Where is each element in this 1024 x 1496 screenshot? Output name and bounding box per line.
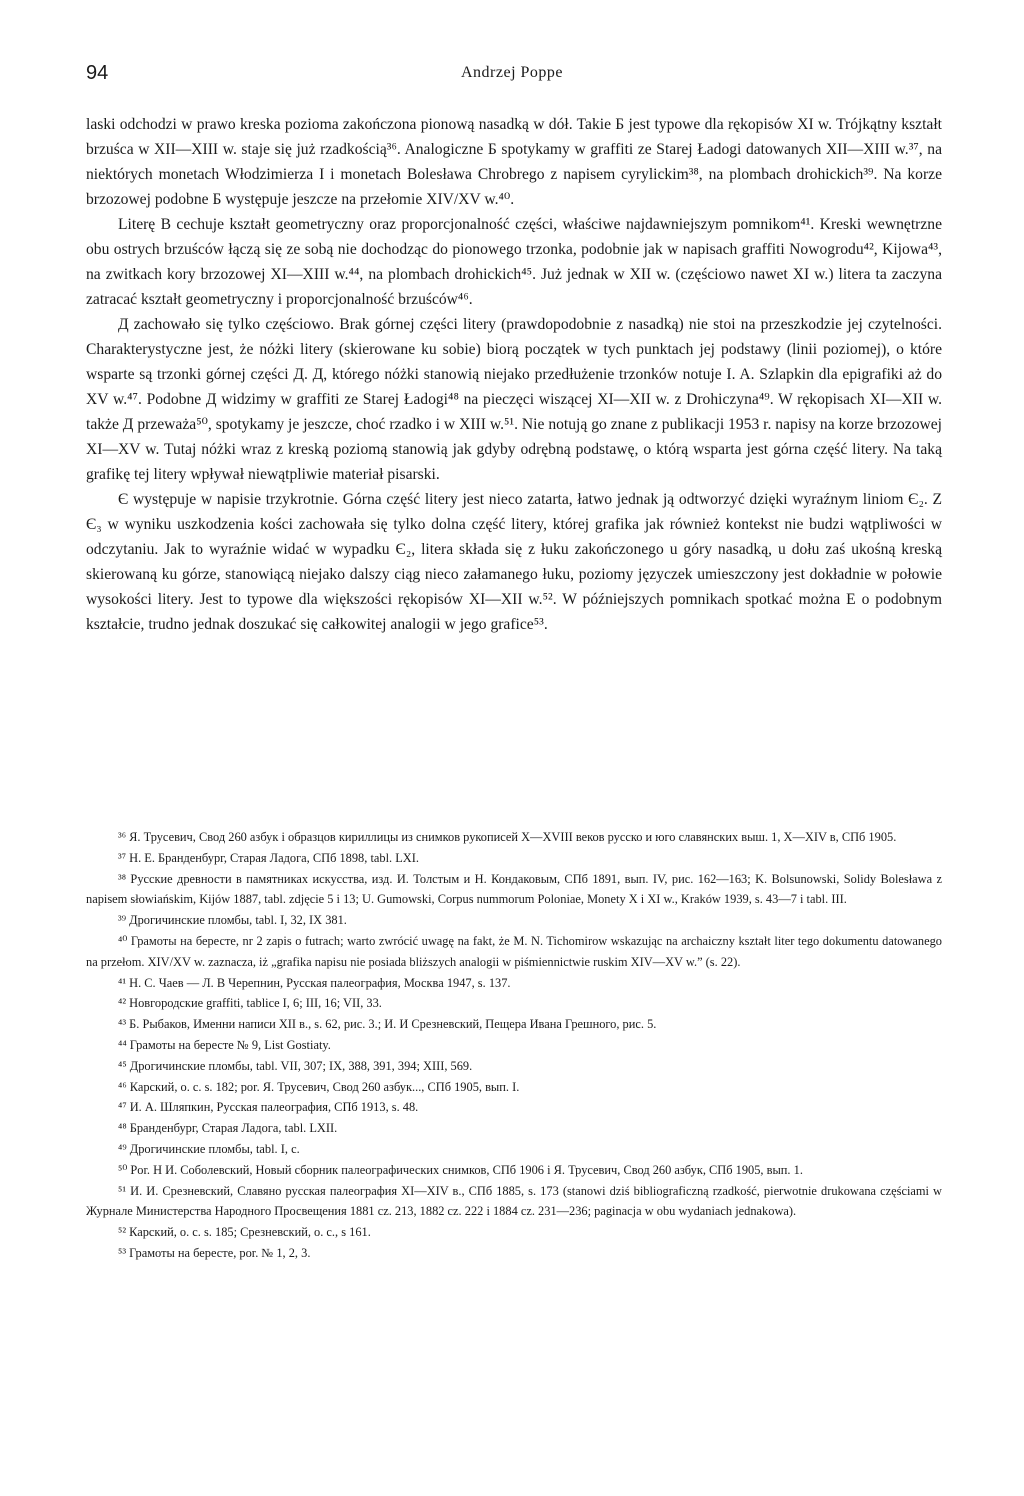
footnote: ³⁶ Я. Трусевич, Свод 260 азбук і образцов кириллицы из снимков рукописей X—XVIII веков русско и юго славянских выш. 1, X—XIV в, СПб 1905.: [118, 830, 897, 844]
footnote: ⁵² Карский, о. с. s. 185; Срезневский, о. с., s 161.: [118, 1225, 371, 1240]
paragraph: Д zachowało się tylko częściowo. Brak górnej części litery (prawdopodobnie z nasadką) nie stoi na przeszkodzie jej czytelności. Charakterystyczne jest, że nóżki litery (skierowane ku sobie) biorą początek w tych punktach jej podstawy (linii poziomej), o które wsparte są trzonki górnej części Д. Д, którego nóżki stanowią niejako przedłużenie trzonków notuje I. A. Szlapkin dla epigrafiki aż do XV w.⁴⁷. Podobne Д widzimy w graffiti ze Starej Ładogi⁴⁸ na pieczęci wiszącej XI—XII w. z Drohiczyna⁴⁹. W rękopisach XI—XII w. także Д przeważa⁵⁰, spotykamy je jeszcze, choć rzadko i w XIII w.⁵¹. Nie notują go znane z publikacji 1953 r. napisy na korze brzozowej XI—XV w. Tutaj nóżki wraz z kreską poziomą stanowią jak gdyby odrębną podstawę, o którą wsparta jest górna część litery. Na taką grafikę tej litery wpływał niewątpliwie materiał pisarski.: [86, 316, 942, 483]
footnote: ⁴⁵ Дрогичинские пломбы, tabl. VII, 307; IX, 388, 391, 394; XIII, 569.: [118, 1058, 473, 1073]
footnote: ⁵³ Грамоты на бересте, por. № 1, 2, 3.: [118, 1245, 311, 1260]
footnote: ⁴⁹ Дрогичинские пломбы, tabl. I, c.: [118, 1141, 300, 1156]
footnote: ⁴⁴ Грамоты на бересте № 9, List Gostiaty.: [118, 1037, 331, 1052]
footnote: ⁴⁷ И. А. Шляпкин, Русская палеография, СПб 1913, s. 48.: [118, 1100, 419, 1115]
footnote: ⁵⁰ Por. Н И. Соболевский, Новый сборник палеографических снимков, СПб 1906 i Я. Трусевич, Свод 260 азбук, СПб 1905, вып. 1.: [118, 1162, 803, 1177]
footnote: ⁴⁸ Бранденбург, Старая Ладога, tabl. LXII.: [118, 1121, 338, 1136]
paragraph: Є występuje w napisie trzykrotnie. Górna część litery jest nieco zatarta, łatwo jednak ją odtworzyć dzięki wyraźnym liniom Є₂. Z Є₃ w wyniku uszkodzenia kości zachowała się tylko dolna część litery, której grafika jak również kontekst nie budzi wątpliwości w odczytaniu. Jak to wyraźnie widać w wypadku Є₂, litera składa się z łuku zakończonego u góry nasadką, u dołu zaś ukośną kreską skierowaną ku górze, stanowiącą niejako dalszy ciąg nieco załamanego łuku, poziomy języczek umieszczony jest dokładnie w połowie wysokości litery. Jest to typowe dla większości rękopisów XI—XII w.⁵². W późniejszych pomnikach spotkać można E o podobnym kształcie, trudno jednak doszukać się całkowitej analogii w jego grafice⁵³.: [86, 491, 942, 633]
footnote: ⁵¹ И. И. Срезневский, Славяно русская палеография XI—XIV в., СПб 1885, s. 173 (stanowi dziś bibliograficzną rzadkość, pierwotnie drukowana częściami w Журнале Министерства Народного Просвещения 1881 cz. 213, 1882 cz. 222 i 1884 cz. 231—236; paginacja w obu wydaniach jednakowa).: [86, 1183, 942, 1219]
footnote: ⁴¹ Н. С. Чаев — Л. В Черепнин, Русская палеография, Москва 1947, s. 137.: [118, 975, 511, 990]
footnote: ⁴⁰ Грамоты на бересте, nr 2 zapis o futrach; warto zwrócić uwagę na fakt, że M. N. Tichomirow wskazując na archaiczny kształt liter tego dokumentu datowanego na przełom. XIV/XV w. zaznacza, iż „grafika napisu nie posiada bliższych analogii w piśmiennictwie ruskim XIV—XV w.” (s. 22).: [86, 933, 942, 969]
footnote: ³⁸ Русские древности в памятниках искусства, изд. И. Толстым и Н. Кондаковым, СПб 1891, вып. IV, рис. 162—163; K. Bolsunowski, Solidy Bolesława z napisem słowiańskim, Kijów 1887, tabl. zdjęcie 5 i 13; U. Gumowski, Corpus nummorum Poloniae, Monety X i XI w., Kraków 1939, s. 43—7 i tabl. III.: [86, 871, 942, 907]
footnote: ⁴² Новгородские graffiti, tablice I, 6; III, 16; VII, 33.: [118, 996, 382, 1011]
running-head: Andrzej Poppe: [460, 64, 564, 81]
footnotes: [86, 827, 942, 1264]
footnote: ⁴³ Б. Рыбаков, Именни написи XII в., s. 62, рис. 3.; И. И Срезневский, Пещера Ивана Грешного, рис. 5.: [118, 1017, 657, 1032]
paragraph: laski odchodzi w prawo kreska pozioma zakończona pionową nasadką w dół. Takie Б jest typowe dla rękopisów XI w. Trójkątny kształt brzuśca w XII—XIII w. staje się już rzadkością³⁶. Analogiczne Б spotykamy w graffiti ze Starej Ładogi datowanych XII—XIII w.³⁷, na niektórych monetach Włodzimierza I i monetach Bolesława Chrobrego z napisem cyrylickim³⁸, na plombach drohickich³⁹. Na korze brzozowej podobne Б występuje jeszcze na przełomie XIV/XV w.⁴⁰.: [86, 116, 942, 208]
page-number: 94: [86, 62, 109, 84]
footnote: ⁴⁶ Карский, о. с. s. 182; por. Я. Трусевич, Свод 260 азбук..., СПб 1905, вып. I.: [118, 1079, 520, 1094]
page-header: [86, 62, 938, 92]
footnote: ³⁹ Дрогичинские пломбы, tabl. I, 32, IX 381.: [118, 913, 347, 928]
body-text: [86, 112, 942, 637]
paragraph: Literę В cechuje kształt geometryczny oraz proporcjonalność części, właściwe najdawniejszym pomnikom⁴¹. Kreski wewnętrzne obu ostrych brzuśców łączą się ze sobą nie dochodząc do pionowego trzonka, podobnie jak w napisach graffiti Nowogrodu⁴², Kijowa⁴³, na zwitkach kory brzozowej XI—XIII w.⁴⁴, na plombach drohickich⁴⁵. Już jednak w XII w. (częściowo nawet XI w.) litera ta zaczyna zatracać kształt geometryczny i proporcjonalność brzuśców⁴⁶.: [86, 216, 942, 308]
footnote: ³⁷ Н. Е. Бранденбург, Старая Ладога, СПб 1898, tabl. LXI.: [118, 850, 419, 865]
